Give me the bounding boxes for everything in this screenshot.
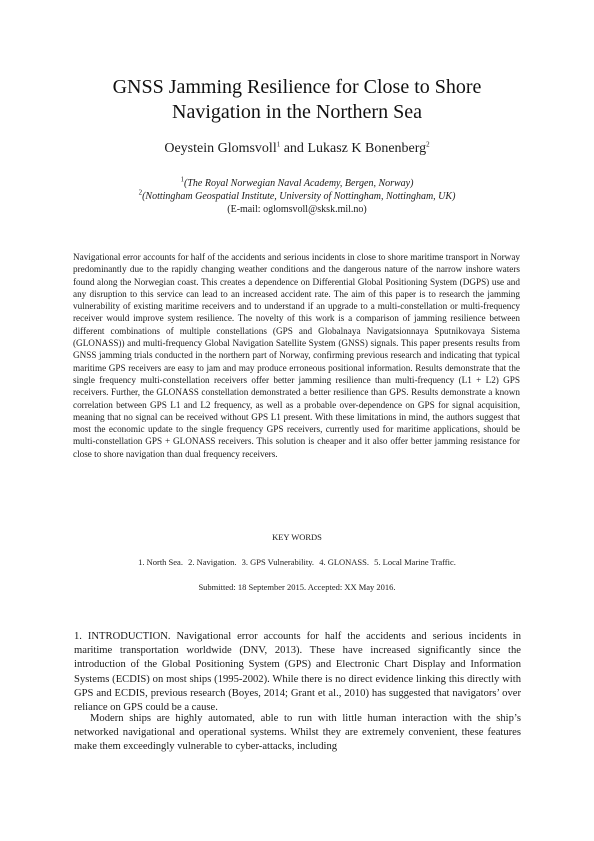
author-2-name: Lukasz K Bonenberg [307, 141, 427, 156]
keyword-item: 4. GLONASS. [319, 557, 370, 567]
contact-email: (E-mail: oglomsvoll@sksk.mil.no) [227, 204, 367, 215]
author-2-affiliation-mark: 2 [426, 140, 430, 149]
submission-dates: Submitted: 18 September 2015. Accepted: XX May 2016. [198, 582, 396, 592]
keyword-item: 2. Navigation. [188, 557, 237, 567]
author-1-affiliation-mark: 1 [276, 140, 281, 149]
keyword-item: 1. North Sea. [138, 557, 183, 567]
author-joiner: and [280, 141, 308, 156]
introduction-paragraph-1: 1. INTRODUCTION. Navigational error accounts for half the accidents and serious incidents in maritime transportation worldwide (DNV, 2013). These have increased significantly since the introduction of the Global Positioning System (GPS) and Electronic Chart Display and Information Systems (ECDIS) on most ships (1995-2002). While there is no direct evidence linking this directly with GPS and ECDIS, previous research (Boyes, 2014; Grant et al., 2010) has suggested that navigators’ over reliance on GPS could be a cause. [74, 631, 521, 714]
keyword-item: 3. GPS Vulnerability. [241, 557, 315, 567]
affiliation-1-mark: 1 [180, 175, 185, 184]
affiliation-1 [40, 177, 554, 190]
affiliation-1-text: (The Royal Norwegian Naval Academy, Bergen, Norway) [184, 178, 414, 189]
affiliation-2-mark: 2 [138, 188, 143, 197]
author-list [40, 140, 554, 158]
affiliations [40, 177, 554, 216]
author-1-name: Oeystein Glomsvoll [164, 141, 277, 156]
affiliation-2 [40, 190, 554, 203]
keywords-heading: KEY WORDS [272, 532, 322, 542]
paper-title-line-2: Navigation in the Northern Sea [172, 101, 422, 123]
keyword-item: 5. Local Marine Traffic. [374, 557, 456, 567]
abstract: Navigational error accounts for half of the accidents and serious incidents in close to shore maritime transport in Norway predominantly due to the rapidly changing weather conditions and the dangerous nature of the narrow inshore waters found along the Norwegian coast. This creates a dependence on Differential Global Positioning System (DGPS) use and any disruption to this service can lead to an increased accident rate. The aim of this paper is to research the jamming vulnerability of existing maritime receivers and to understand if an upgrade to a multi-constellation or multi-frequency receiver would improve system resilience. The novelty of this work is a comparison of jamming resilience between different combinations of multiple constellations (GPS and Globalnaya Navigatsionnaya Sputnikovaya Sistema (GLONASS)) and multi-frequency Global Navigation Satellite System (GNSS) signals. This paper presents results from GNSS jamming trials conducted in the northern part of Norway, confirming previous research and indicating that typical maritime GPS receivers are easy to jam and may produce erroneous positional information. Results demonstrate that the single frequency multi-constellation receivers offer better jamming resilience than multi-frequency (L1 + L2) GPS receivers. Further, the GLONASS constellation demonstrated a better resilience than GPS. Results demonstrate a known correlation between GPS L1 and L2 frequency, as well as a probable over-dependence on GPS for signal acquisition, meaning that no signal can be received without GPS L1 present. With these limitations in mind, the authors suggest that most the economic update to the single frequency GPS receivers, currently used for maritime applications, should be multi-constellation GPS + GLONASS receivers. This solution is cheaper and it also offer better jamming resistance for close to shore navigation than dual frequency receivers. [73, 252, 520, 459]
affiliation-2-text: (Nottingham Geospatial Institute, University of Nottingham, Nottingham, UK) [142, 191, 456, 202]
keywords-list [40, 557, 554, 568]
introduction-paragraph-2: Modern ships are highly automated, able to run with little human interaction with the ship’s networked navigational and operational systems. Whilst they are extremely convenient, these features make them exceedingly vulnerable to cyber-attacks, including [74, 713, 521, 753]
paper-title [40, 75, 554, 125]
paper-title-line-1: GNSS Jamming Resilience for Close to Shore [112, 76, 482, 98]
